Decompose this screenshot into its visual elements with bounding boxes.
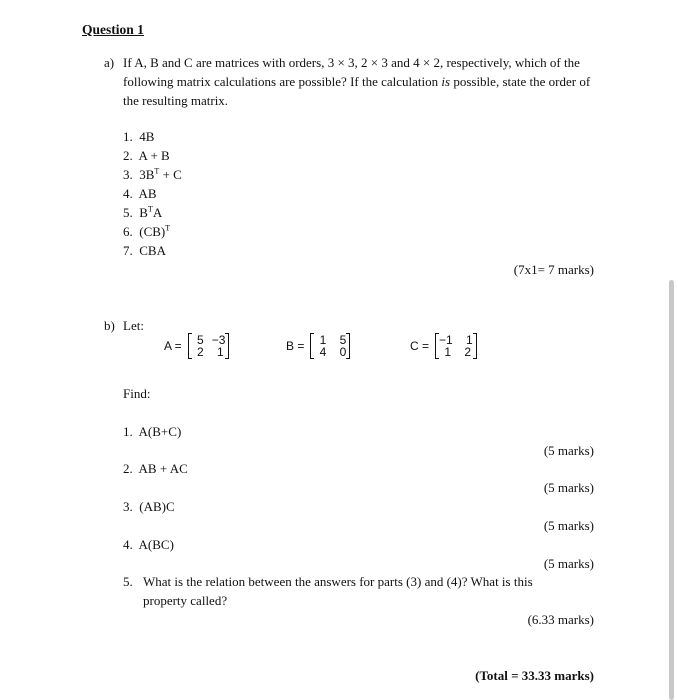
q5-num: 5. (123, 574, 133, 589)
item-marks: (5 marks) (543, 518, 594, 533)
vertical-scrollbar[interactable] (669, 280, 674, 700)
matrix-c-label: C = (410, 339, 430, 353)
part-b-label: b) (104, 318, 115, 333)
list-item: 2. A + B (123, 148, 170, 163)
list-item: 4. AB (123, 186, 157, 201)
part-a-text (123, 53, 593, 110)
item-marks: (5 marks) (543, 480, 594, 495)
list-item: 3. $3B^T + C$ (123, 166, 182, 182)
list-item: 4. A(BC) (123, 537, 174, 552)
list-item: 5. $B^TA$ (123, 204, 163, 220)
q5-line1: What is the relation between the answers for parts (3) and (4)? What is this (143, 574, 533, 589)
item-marks: (5 marks) (543, 443, 594, 458)
list-item: 6. (CB)$^T$ (123, 223, 171, 239)
matrix-b-label: B = (286, 339, 305, 353)
list-item: 7. CBA (123, 243, 166, 258)
matrix-a-label: A = (164, 339, 182, 353)
part-a-label: a) (104, 55, 115, 70)
item-text-cbt: (CB)$^T$ (139, 223, 171, 239)
matrix-c (410, 334, 477, 358)
matrix-c-body: −1 1 1 2 (435, 334, 477, 358)
matrix-b-body: 1 5 4 0 (310, 334, 350, 358)
find-label: Find: (123, 386, 151, 401)
question-title: Question 1 (82, 22, 144, 37)
list-item: 2. AB + AC (123, 461, 188, 476)
list-item: 1. 4B (123, 129, 155, 144)
list-item: 3. (AB)C (123, 499, 175, 514)
item-text-bta: $B^TA$ (139, 204, 163, 220)
matrix-b (286, 334, 350, 358)
matrix-a (164, 334, 229, 358)
part-a-text-pre: If A, B and C are matrices with orders, 3 × 3, 2 × 3 and 4 × 2, respectively, which of the following matrix calculations are possible? If the calculation is possible, state the order of the resulting matrix. (123, 55, 591, 108)
q5-marks: (6.33 marks) (527, 612, 594, 627)
total-marks: (Total = 33.33 marks) (475, 668, 594, 683)
item-marks: (5 marks) (543, 556, 594, 571)
q5-line2: property called? (143, 593, 228, 608)
part-b-lead: Let: (123, 318, 144, 333)
item-text-3bt-c: $3B^T + C$ (139, 166, 182, 182)
part-a-marks: (7x1= 7 marks) (513, 262, 594, 277)
list-item: 1. A(B+C) (123, 424, 182, 439)
matrix-a-body: 5 −3 2 1 (188, 334, 230, 358)
